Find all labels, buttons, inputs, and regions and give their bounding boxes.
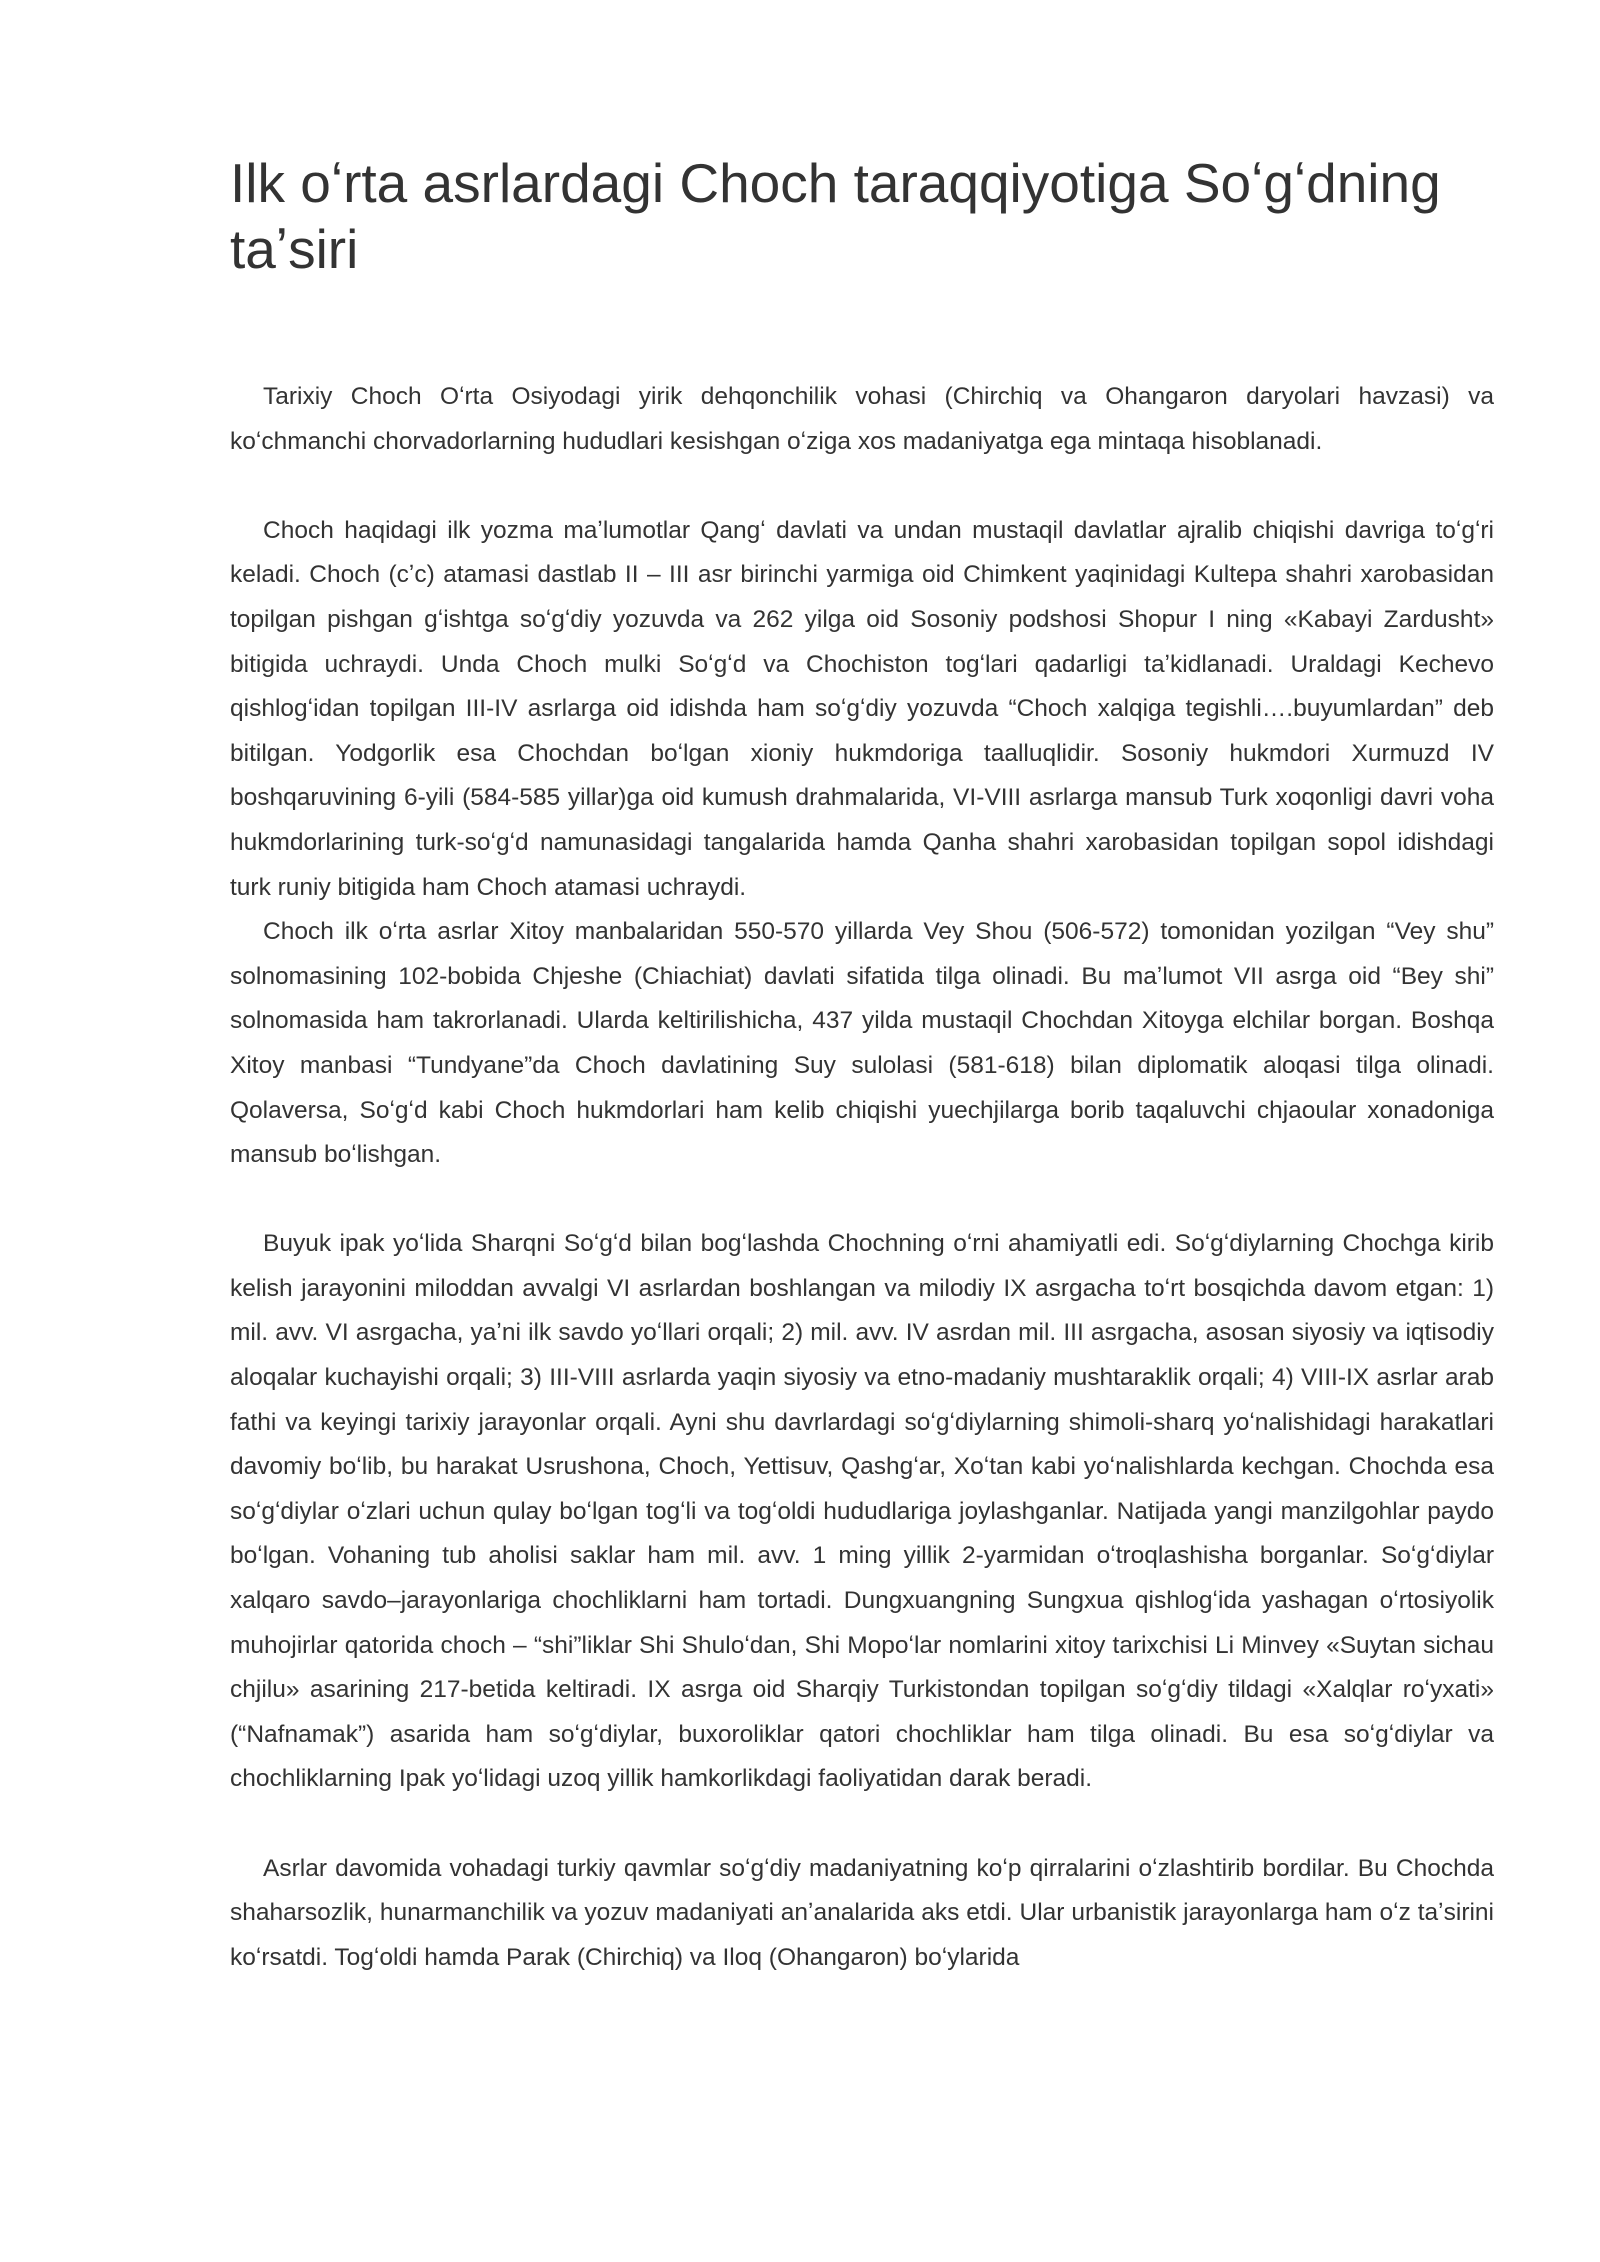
- paragraph-written-sources: Choch haqidagi ilk yozma maʼlumotlar Qangʻ davlati va undan mustaqil davlatlar ajralib chiqishi davriga toʻgʻri keladi. Choch (cʼc) atamasi dastlab II – III asr birinchi yarmiga oid Chimkent yaqinidagi Kultepa shahri xarobasidan topilgan pishgan gʻishtga soʻgʻdiy yozuvda va 262 yilga oid Sosoniy podshosi Shopur I ning «Kabayi Zardusht» bitigida uchraydi. Unda Choch mulki Soʻgʻd va Chochiston togʻlari qadarligi taʼkidlanadi. Uraldagi Kechevo qishlogʻidan topilgan III-IV asrlarga oid idishda ham soʻgʻdiy yozuvda “Choch xalqiga tegishli….buyumlardan” deb bitilgan. Yodgorlik esa Chochdan boʻlgan xioniy hukmdoriga taalluqlidir. Sosoniy hukmdori Xurmuzd IV boshqaruvining 6-yili (584-585 yillar)ga oid kumush drahmalarida, VI-VIII asrlarga mansub Turk xoqonligi davri voha hukmdorlarining turk-soʻgʻd namunasidagi tangalarida hamda Qanha shahri xarobasidan topilgan sopol idishdagi turk runiy bitigida ham Choch atamasi uchraydi.: [230, 516, 1494, 901]
- paragraph-intro: Tarixiy Choch Oʻrta Osiyodagi yirik dehqonchilik vohasi (Chirchiq va Ohangaron daryolari havzasi) va koʻchmanchi chorvadorlarning hududlari kesishgan oʻziga xos madaniyatga ega mintaqa hisoblanadi.: [230, 383, 1494, 455]
- document-page: [230, 0, 1494, 2262]
- paragraph-turkic-tribes: Asrlar davomida vohadagi turkiy qavmlar soʻgʻdiy madaniyatning koʻp qirralarini oʻzlashtirib bordilar. Bu Chochda shaharsozlik, hunarmanchilik va yozuv madaniyati anʼanalarida aks etdi. Ular urbanistik jarayonlarga ham oʻz taʼsirini koʻrsatdi. Togʻoldi hamda Parak (Chirchiq) va Iloq (Ohangaron) boʻylarida: [230, 1854, 1494, 1971]
- paragraph-chinese-sources: Choch ilk oʻrta asrlar Xitoy manbalaridan 550-570 yillarda Vey Shou (506-572) tomonidan yozilgan “Vey shu” solnomasining 102-bobida Chjeshe (Chiachiat) davlati sifatida tilga olinadi. Bu maʼlumot VII asrga oid “Bey shi” solnomasida ham takrorlanadi. Ularda keltirilishicha, 437 yilda mustaqil Chochdan Xitoyga elchilar borgan. Boshqa Xitoy manbasi “Tundyane”da Choch davlatining Suy sulolasi (581-618) bilan diplomatik aloqasi tilga olinadi. Qolaversa, Soʻgʻd kabi Choch hukmdorlari ham kelib chiqishi yuechjilarga borib taqaluvchi chjaoular xonadoniga mansub boʻlishgan.: [230, 918, 1494, 1169]
- paragraph-gap: [230, 464, 1494, 509]
- document-title: Ilk oʻrta asrlardagi Choch taraqqiyotiga Soʻgʻdning taʼsiri: [230, 152, 1441, 280]
- paragraph-silk-road: Buyuk ipak yoʻlida Sharqni Soʻgʻd bilan bogʻlashda Chochning oʻrni ahamiyatli edi. Soʻgʻdiylarning Chochga kirib kelish jarayonini miloddan avvalgi VI asrlardan boshlangan va milodiy IX asrgacha toʻrt bosqichda davom etgan: 1) mil. avv. VI asrgacha, yaʼni ilk savdo yoʻllari orqali; 2) mil. avv. IV asrdan mil. III asrgacha, asosan siyosiy va iqtisodiy aloqalar kuchayishi orqali; 3) III-VIII asrlarda yaqin siyosiy va etno-madaniy mushtaraklik orqali; 4) VIII-IX asrlar arab fathi va keyingi tarixiy jarayonlar orqali. Ayni shu davrlardagi soʻgʻdiylarning shimoli-sharq yoʻnalishidagi harakatlari davomiy boʻlib, bu harakat Usrushona, Choch, Yettisuv, Qashgʻar, Xoʻtan kabi yoʻnalishlarda kechgan. Chochda esa soʻgʻdiylar oʻzlari uchun qulay boʻlgan togʻli va togʻoldi hududlariga joylashganlar. Natijada yangi manzilgohlar paydo boʻlgan. Vohaning tub aholisi saklar ham mil. avv. 1 ming yillik 2-yarmidan oʻtroqlashisha borganlar. Soʻgʻdiylar xalqaro savdo–jarayonlariga chochliklarni ham tortadi. Dungxuangning Sungxua qishlogʻida yashagan oʻrtosiyolik muhojirlar qatorida choch – “shi”liklar Shi Shuloʻdan, Shi Mopoʻlar nomlarini xitoy tarixchisi Li Minvey «Suytan sichau chjilu» asarining 217-betida keltiradi. IX asrga oid Sharqiy Turkistondan topilgan soʻgʻdiy tildagi «Xalqlar roʻyxati» (“Nafnamak”) asarida ham soʻgʻdiylar, buxoroliklar qatori chochliklar ham tilga olinadi. Bu esa soʻgʻdiylar va chochliklarning Ipak yoʻlidagi uzoq yillik hamkorlikdagi faoliyatidan darak beradi.: [230, 1230, 1494, 1793]
- document-body: [230, 375, 1494, 1980]
- paragraph-gap: [230, 1802, 1494, 1847]
- paragraph-gap: [230, 1178, 1494, 1223]
